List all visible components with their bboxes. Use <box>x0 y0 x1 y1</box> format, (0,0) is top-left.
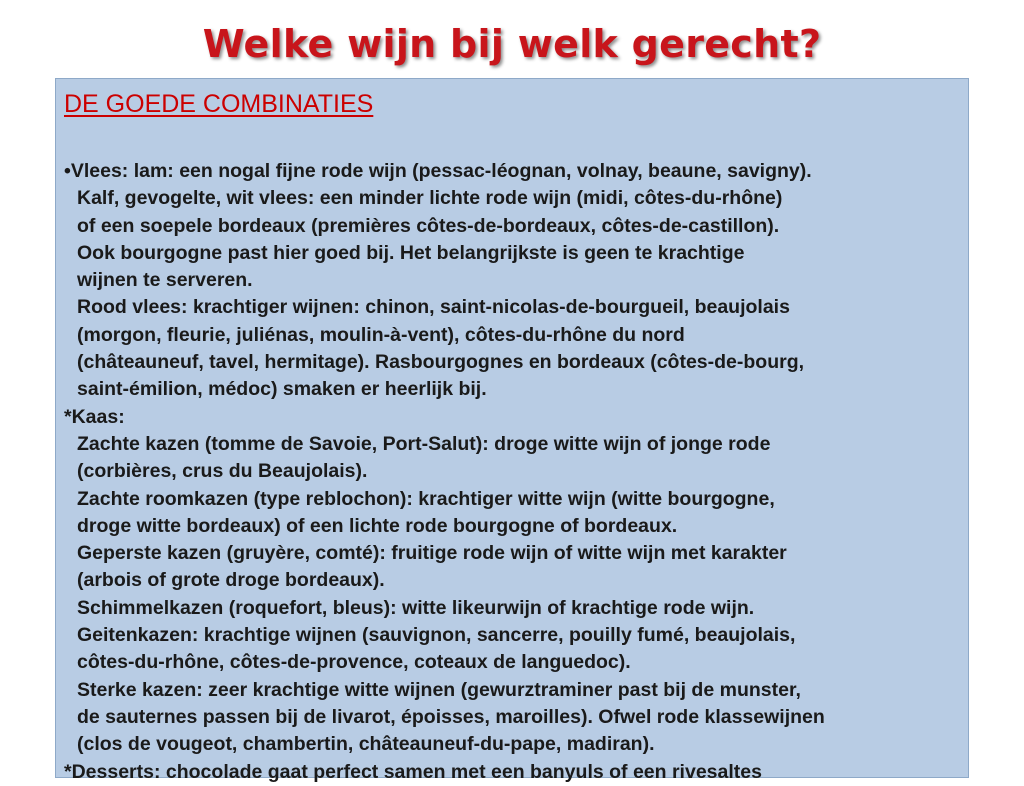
text-line: Ook bourgogne past hier goed bij. Het belangrijkste is geen te krachtige <box>77 241 745 264</box>
text-line: Rood vlees: krachtiger wijnen: chinon, saint-nicolas-de-bourgueil, beaujolais <box>77 296 790 319</box>
text-line: droge witte bordeaux) of een lichte rode bourgogne of bordeaux. <box>77 514 678 537</box>
text-lines <box>64 158 964 786</box>
text-line: (corbières, crus du Beaujolais). <box>77 460 368 483</box>
text-line: côtes-du-rhône, côtes-de-provence, coteaux de languedoc). <box>77 651 631 674</box>
text-line: Sterke kazen: zeer krachtige witte wijnen (gewurztraminer past bij de munster, <box>77 678 801 701</box>
text-line: of een soepele bordeaux (premières côtes-de-bordeaux, côtes-de-castillon). <box>77 214 780 237</box>
text-line: Kalf, gevogelte, wit vlees: een minder lichte rode wijn (midi, côtes-du-rhône) <box>77 187 783 210</box>
text-line: Geperste kazen (gruyère, comté): fruitige rode wijn of witte wijn met karakter <box>77 542 787 565</box>
slide-title: Welke wijn bij welk gerecht? <box>202 22 822 66</box>
text-line: Schimmelkazen (roquefort, bleus): witte likeurwijn of krachtige rode wijn. <box>77 596 755 619</box>
content-box <box>55 78 969 783</box>
text-line: (arbois of grote droge bordeaux). <box>77 569 385 592</box>
section-heading: DE GOEDE COMBINATIES <box>64 90 374 118</box>
text-line: •Vlees: lam: een nogal fijne rode wijn (pessac-léognan, volnay, beaune, savigny). <box>64 160 812 182</box>
text-line: wijnen te serveren. <box>77 269 253 292</box>
text-line: Zachte roomkazen (type reblochon): krachtiger witte wijn (witte bourgogne, <box>77 487 775 510</box>
text-line: Zachte kazen (tomme de Savoie, Port-Salut): droge witte wijn of jonge rode <box>77 432 771 455</box>
text-line: saint-émilion, médoc) smaken er heerlijk bij. <box>77 378 487 401</box>
text-line: *Desserts: chocolade gaat perfect samen met een banyuls of een rivesaltes <box>64 760 762 783</box>
text-line: (morgon, fleurie, juliénas, moulin-à-vent), côtes-du-rhône du nord <box>77 323 685 346</box>
text-line: (clos de vougeot, chambertin, châteauneuf-du-pape, madiran). <box>77 733 655 756</box>
text-line: (châteauneuf, tavel, hermitage). Rasbourgognes en bordeaux (côtes-de-bourg, <box>77 351 805 374</box>
text-line: *Kaas: <box>64 405 125 428</box>
text-line: de sauternes passen bij de livarot, époisses, maroilles). Ofwel rode klassewijnen <box>77 705 825 728</box>
text-line: Geitenkazen: krachtige wijnen (sauvignon, sancerre, pouilly fumé, beaujolais, <box>77 624 796 647</box>
